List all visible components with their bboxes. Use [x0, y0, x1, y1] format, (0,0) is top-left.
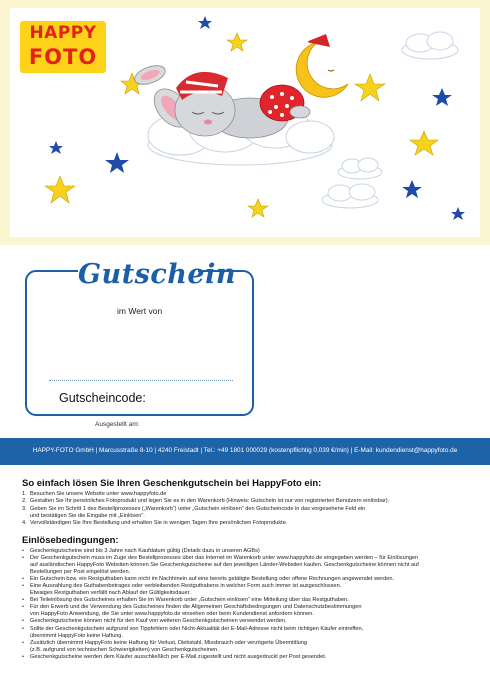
conditions-list	[22, 548, 482, 661]
conditions-heading: Einlösebedingungen:	[22, 535, 119, 546]
condition-item: • Geschenkgutscheine sind bis 3 Jahre nach Kaufdatum gültig (Details dazu in unseren AGBs)	[22, 548, 260, 554]
step-item: und bestätigen Sie die Eingabe mit „Einlösen“.	[30, 512, 145, 519]
voucher-title: Gutschein	[78, 259, 236, 290]
condition-item: • Bei Teileinlösung des Gutscheines erhalten Sie im Warenkorb unter „Gutschein einlösen“ eine Mitteilung über das Restguthaben.	[22, 597, 349, 604]
issued-date-label: Ausgestellt am:	[95, 421, 140, 428]
step-item: 4. Vervollständigen Sie Ihre Bestellung und erhalten Sie in wenigen Tagen Ihre persönlichen Fotoprodukte.	[22, 520, 288, 527]
condition-item: von HappyFoto Anwendung, die Sie unter www.happyfoto.de einsehen oder beim Kundendienst anfordern können.	[30, 611, 314, 618]
instructions-heading: So einfach lösen Sie Ihren Geschenkgutschein bei HappyFoto ein:	[22, 478, 322, 489]
condition-item: (z.B. aufgrund von technischen Schwierigkeiten) von Geschenkgutscheinen.	[30, 646, 219, 653]
condition-item: • Geschenkgutscheine werden dem Käufer ausschließlich per E-Mail zugestellt und nicht ausgedruckt per Post gesendet.	[22, 653, 327, 660]
step-item: 1. Besuchen Sie unsere Website unter www.happyfoto.de	[22, 491, 167, 497]
bullet-icon: •	[22, 625, 24, 632]
condition-item: • Für den Erwerb und die Verwendung des Gutscheines finden die Allgemeinen Geschäftsbedingungen und Datenschutzbestimmungen	[22, 604, 362, 611]
condition-item: • Der Geschenkgutschein muss im Zuge des Bestellprozesses über das Internet im Warenkorb unter www.happyfoto.de eingegeben werden – für Einlösungen	[22, 555, 419, 562]
bullet-icon: •	[22, 576, 24, 583]
contact-band	[0, 438, 490, 465]
instructions-steps	[22, 491, 477, 527]
condition-item: auf ausländischen HappyFoto Websiten können Sie Geschenkgutscheine auf den jeweiligen Länder-Websiten kaufen. Geschenkgutscheine können nicht auf	[30, 562, 419, 569]
condition-item: Etwaiges Restguthaben verfällt nach Ablauf der Gültigkeitsdauer.	[30, 590, 191, 597]
instructions-section	[22, 478, 477, 527]
voucher-value-label: im Wert von	[117, 306, 163, 316]
logo-text-happy: HAPPY	[29, 23, 97, 43]
condition-item: übernimmt HappyFoto keine Haftung.	[30, 632, 123, 639]
step-item: 3. Geben Sie im Schritt 1 des Bestellprozesses („Warenkorb“) unter „Gutschein einlösen“ den Gutscheincode in das vorgesehene Feld ein	[22, 505, 366, 512]
voucher-box	[25, 259, 254, 416]
step-item: 2. Gestalten Sie Ihr persönliches Fotoprodukt und legen Sie es in den Warenkorb (Hinweis: Gutschein ist nur von registrierten Benutzern einlösbar).	[22, 498, 390, 505]
bullet-icon: •	[22, 653, 24, 660]
condition-item: • Geschenkgutscheine können nicht für den Kauf von weiteren Geschenkgutscheinen verwendet werden.	[22, 618, 287, 625]
bullet-icon: •	[22, 604, 24, 611]
cloud-top-right	[402, 32, 458, 59]
bullet-icon: •	[22, 555, 24, 562]
condition-item: • Sollte der Geschenkgutschein aufgrund von Tippfehlern oder Nicht-Aktualität der E-Mail-Adresse nicht beim richtigen Käufer eintreffen,	[22, 625, 364, 632]
condition-item: • Ein Gutschein bzw. ein Restguthaben kann nicht im Nachhinein auf eine bereits getätigte Bestellung oder offene Rechnungen angewendet werden.	[22, 576, 395, 583]
moon-icon	[296, 34, 348, 97]
condition-item: Bestellungen per Post eingelöst werden.	[30, 569, 131, 576]
bullet-icon: •	[22, 548, 24, 554]
condition-item: • Eine Auszahlung des Guthabenbetrages oder verbleibenden Restguthabens in welcher Form auch immer ist ausgeschlossen.	[22, 583, 342, 590]
cloud-small-right	[338, 158, 382, 179]
bullet-icon: •	[22, 597, 24, 604]
logo-text-foto: FOTO	[28, 45, 98, 69]
bullet-icon: •	[22, 618, 24, 625]
hero-illustration	[0, 0, 490, 245]
condition-item: • Zusätzlich übernimmt HappyFoto keine Haftung für Verlust, Diebstahl, Missbrauch oder verzögerte Übermittlung	[22, 639, 308, 646]
cloud-bottom-right	[322, 184, 378, 208]
bullet-icon: •	[22, 583, 24, 590]
voucher-code-label: Gutscheincode:	[59, 391, 146, 405]
contact-band-text: HAPPY-FOTO GmbH | Marcusstraße 8-10 | 4240 Freistadt | Tel.: +49 1801 000029 (kostenpflichtig 0,039 €/min) | E-Mail: kundendienst@happyfoto.de	[32, 447, 458, 454]
voucher-value-line	[49, 380, 233, 381]
bullet-icon: •	[22, 639, 24, 646]
